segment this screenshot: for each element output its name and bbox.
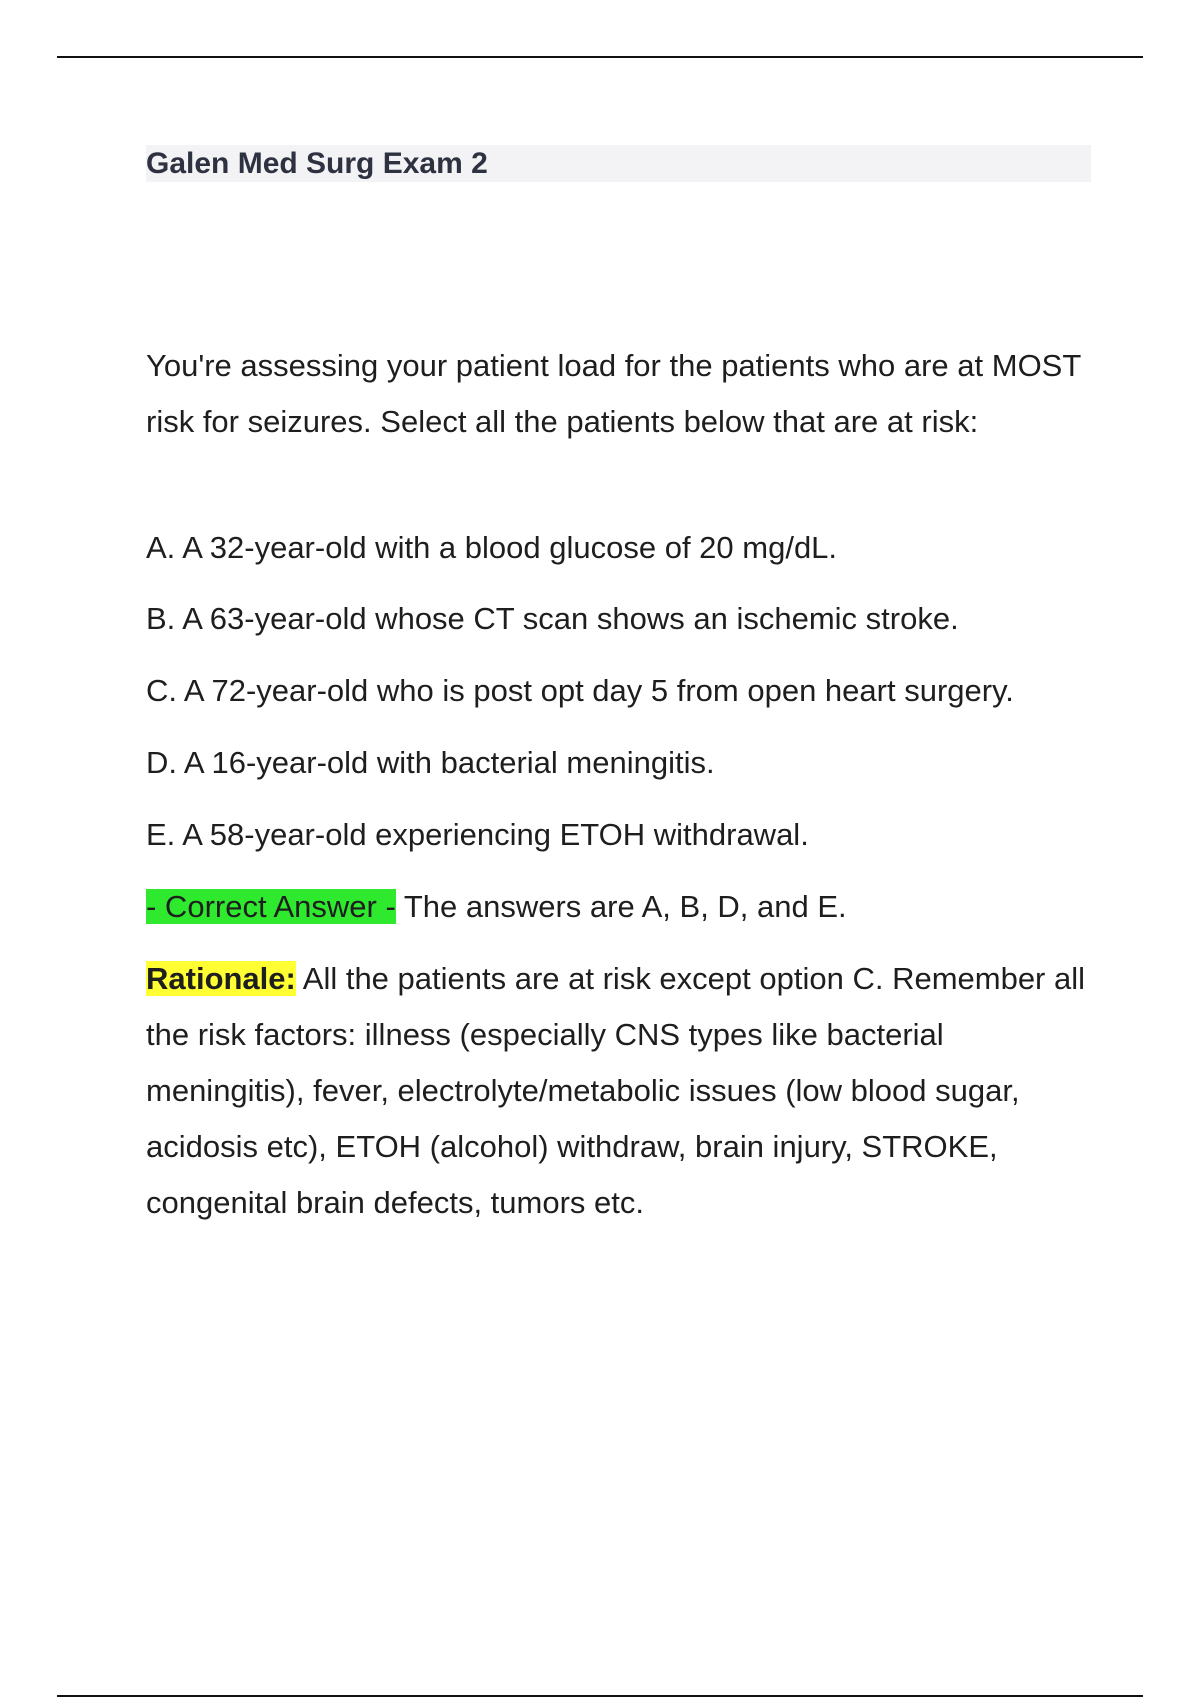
correct-answer-text: The answers are A, B, D, and E. [395,889,847,924]
option-c: C. A 72-year-old who is post opt day 5 from open heart surgery. [146,673,1014,708]
correct-answer-label: - Correct Answer - [146,889,396,924]
option-e: E. A 58-year-old experiencing ETOH withdrawal. [146,817,809,852]
correct-answer [146,887,847,927]
rationale-label: Rationale: [146,961,296,996]
option-b: B. A 63-year-old whose CT scan shows an ischemic stroke. [146,601,959,636]
rationale [146,951,1091,1231]
option-a: A. A 32-year-old with a blood glucose of 20 mg/dL. [146,530,838,565]
header-rule [57,56,1143,58]
rationale-text: All the patients are at risk except option C. Remember all the risk factors: illness (especially CNS types like bacterial meningitis), fever, electrolyte/metabolic issues (low blood sugar, acidosis etc), ETOH (alcohol) withdraw, brain injury, STROKE, congenital brain defects, tumors etc. [146,961,1086,1220]
document-title: Galen Med Surg Exam 2 [146,147,488,180]
question-text: You're assessing your patient load for the patients who are at MOST risk for seizures. Select all the patients below that are at risk: [146,348,1081,439]
footer-rule [57,1695,1143,1697]
option-d: D. A 16-year-old with bacterial meningitis. [146,745,715,780]
